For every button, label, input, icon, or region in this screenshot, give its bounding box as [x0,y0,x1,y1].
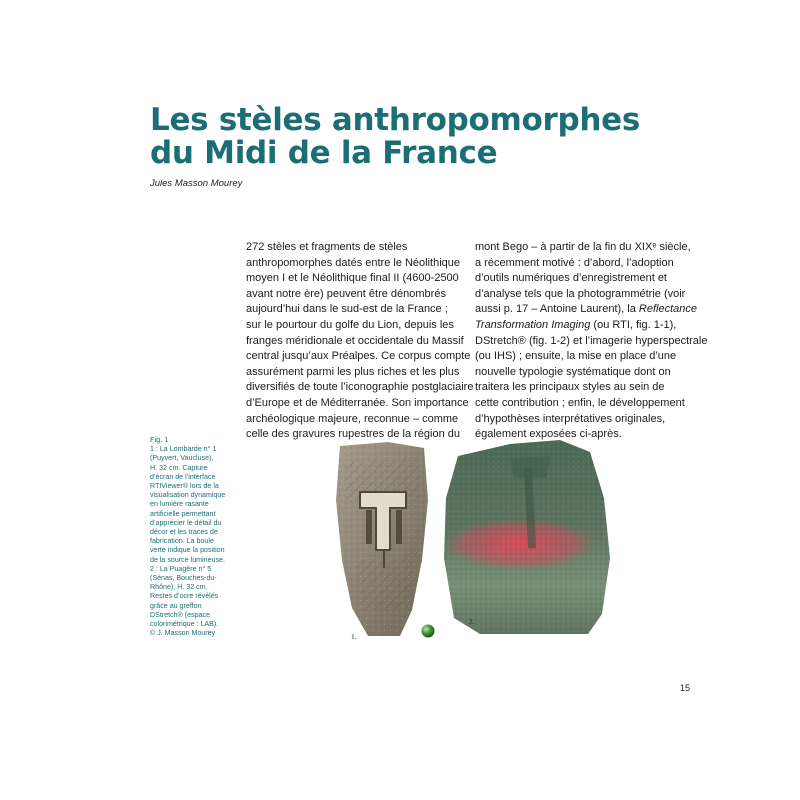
caption-line: 2 : La Puagère n° 5 [150,564,212,573]
caption-line: verte indique la position [150,546,225,555]
caption-line: d’apprécier le détail du [150,518,222,527]
caption-line: 1 : La Lombarde n° 1 [150,445,217,454]
body-column-right [475,240,708,443]
body-text-line: sur le pourtour du golfe du Lion, depuis les [246,318,454,331]
caption-line: grâce au greffon [150,601,202,610]
body-text-line: diversifiés de toute l’iconographie postglaciaire [246,381,474,394]
caption-line: visualisation dynamique [150,491,226,500]
caption-line: DStretch® (espace [150,610,211,619]
body-text-line: cette contribution ; enfin, le développement [475,396,685,409]
caption-body [150,445,240,638]
body-text-line: d’hypothèses interprétatives originales, [475,412,666,425]
body-text-line: aujourd’hui dans le sud-est de la France ; [246,303,448,316]
light-source-sphere [421,624,435,638]
body-text-line: assurément parmi les plus riches et les plus [246,365,460,378]
body-text-line: d’analyse tels que la photogrammétrie (voir [475,287,686,300]
body-text-line: Transformation Imaging (ou RTI, fig. 1-1), [475,318,677,331]
caption-line: en lumière rasante [150,500,209,509]
body-text-line: avant notre ère) peuvent être dénombrés [246,287,446,300]
caption-heading: Fig. 1 [150,435,169,444]
body-text-line: a récemment motivé : d’abord, l’adoption [475,256,674,269]
article-title [150,104,640,170]
stele-2-photo [440,438,612,638]
body-text-line: d’Europe et de Méditerranée. Son importance [246,396,469,409]
body-text-line: moyen I et le Néolithique final II (4600-2500 [246,272,459,285]
body-text-line: celle des gravures rupestres de la région du [246,428,461,441]
figure-caption [150,435,240,638]
body-text-line: DStretch® (fig. 1-2) et l’imagerie hyperspectrale [475,334,708,347]
figure-label-1: 1. [351,632,357,641]
caption-line: décor et les traces de [150,528,218,537]
author-name: Jules Masson Mourey [150,178,243,189]
body-text-line: d’outils numériques d’enregistrement et [475,272,667,285]
body-text-line: franges méridionale et occidentale du Massif [246,334,464,347]
caption-line: H. 32 cm. Capture [150,463,208,472]
caption-line: fabrication. La boule [150,537,214,546]
body-column-left [246,240,474,443]
caption-line: © J. Masson Mourey [150,629,216,638]
caption-line: d’écran de l’interface [150,472,216,481]
caption-line: (Sénas, Bouches-du- [150,574,217,583]
caption-line: (Puyvert, Vaucluse), [150,454,214,463]
body-text-line: central jusqu’aux Préalpes. Ce corpus compte [246,350,471,363]
body-text-line: aussi p. 17 – Antoine Laurent), la Reflectance [475,303,697,316]
caption-line: colorimétrique : LAB). [150,620,219,629]
caption-line: RTIViewer® lors de la [150,482,219,491]
figure-label-2: 2. [469,617,475,626]
body-text-line: (ou IHS) ; ensuite, la mise en place d’une [475,350,677,363]
caption-line: artificielle permettant [150,509,216,518]
title-line-2: du Midi de la France [150,135,498,171]
body-text-line: anthropomorphes datés entre le Néolithique [246,256,461,269]
body-text-line: mont Bego – à partir de la fin du XIXᵉ siècle, [475,241,691,253]
caption-line: Restes d’ocre révélés [150,592,219,601]
body-text-line: également exposées ci-après. [475,428,622,441]
body-text-line: traitera les principaux styles au sein de [475,381,665,394]
caption-line: de la source lumineuse. [150,555,225,564]
caption-line: Rhône), H. 32 cm. [150,583,208,592]
body-text-line: archéologique majeure, reconnue – comme [246,412,459,425]
title-line-1: Les stèles anthropomorphes [150,102,640,138]
stele-1-photo [326,440,436,640]
body-text-line: nouvelle typologie systématique dont on [475,365,671,378]
body-text-line: 272 stèles et fragments de stèles [246,241,408,253]
page-number: 15 [680,683,691,693]
